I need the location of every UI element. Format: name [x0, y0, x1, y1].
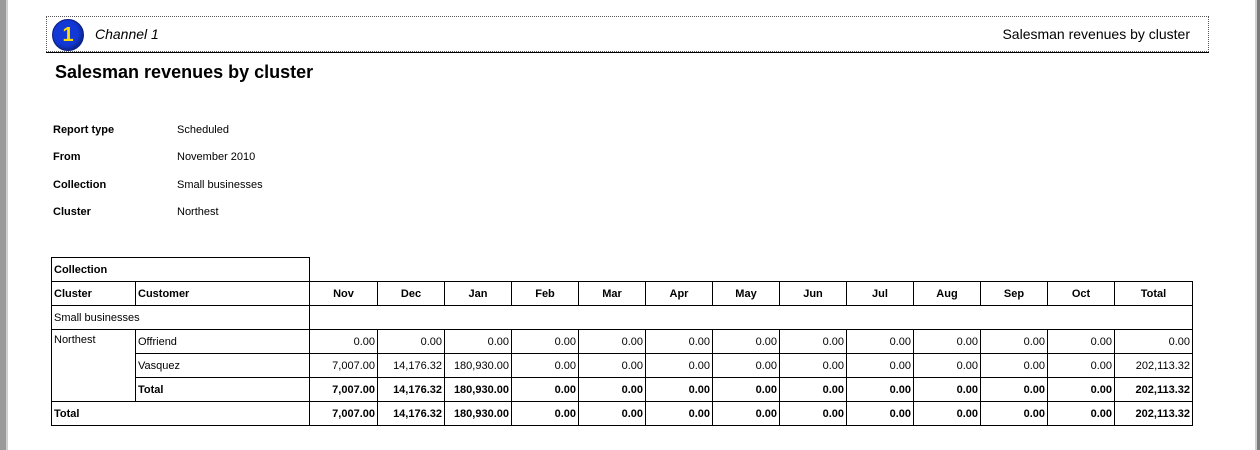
cell-value: 0.00 — [1048, 354, 1115, 378]
cell-value: 0.00 — [847, 354, 914, 378]
subtotal-value: 0.00 — [512, 378, 579, 402]
collection-header: Collection — [52, 258, 310, 282]
subtotal-value: 0.00 — [981, 378, 1048, 402]
meta-label: Collection — [53, 179, 107, 191]
meta-value: November 2010 — [177, 151, 256, 163]
subtotal-value: 0.00 — [780, 378, 847, 402]
grandtotal-value: 0.00 — [1048, 402, 1115, 426]
grandtotal-value: 0.00 — [780, 402, 847, 426]
subtotal-value: 14,176.32 — [378, 378, 445, 402]
cell-value: 0.00 — [847, 330, 914, 354]
revenue-table — [51, 257, 1193, 426]
cell-value: 0.00 — [512, 354, 579, 378]
month-header: Aug — [914, 282, 981, 306]
grandtotal-value: 180,930.00 — [445, 402, 512, 426]
cell-value: 0.00 — [579, 354, 646, 378]
month-header: Jan — [445, 282, 512, 306]
meta-label: From — [53, 151, 81, 163]
subtotal-value: 0.00 — [847, 378, 914, 402]
cell-value: 0.00 — [378, 330, 445, 354]
cell-value: 0.00 — [981, 330, 1048, 354]
cell-value: 0.00 — [646, 354, 713, 378]
month-header: May — [713, 282, 780, 306]
grandtotal-total: 202,113.32 — [1115, 402, 1193, 426]
table-row-collection-header — [52, 258, 1193, 282]
cell-value: 0.00 — [981, 354, 1048, 378]
subtotal-value: 0.00 — [713, 378, 780, 402]
cell-value: 14,176.32 — [378, 354, 445, 378]
cell-value: 0.00 — [512, 330, 579, 354]
cell-value: 0.00 — [646, 330, 713, 354]
cell-value: 0.00 — [713, 330, 780, 354]
subtotal-value: 180,930.00 — [445, 378, 512, 402]
cluster-header: Cluster — [52, 282, 136, 306]
grandtotal-value: 0.00 — [914, 402, 981, 426]
subtotal-value: 0.00 — [646, 378, 713, 402]
grandtotal-value: 0.00 — [713, 402, 780, 426]
month-header: Mar — [579, 282, 646, 306]
window-frame-right-inner — [1255, 0, 1257, 450]
grandtotal-value: 0.00 — [981, 402, 1048, 426]
page-title: Salesman revenues by cluster — [55, 62, 314, 82]
cell-value: 0.00 — [1048, 330, 1115, 354]
cell-value: 0.00 — [579, 330, 646, 354]
cluster-name: Northest — [52, 330, 136, 402]
total-header: Total — [1115, 282, 1193, 306]
month-header: Apr — [646, 282, 713, 306]
meta-value: Northest — [177, 206, 219, 218]
grandtotal-value: 7,007.00 — [310, 402, 378, 426]
subtotal-value: 0.00 — [914, 378, 981, 402]
meta-value: Scheduled — [177, 124, 229, 136]
month-header: Dec — [378, 282, 445, 306]
table-header-row — [52, 282, 1193, 306]
meta-label: Cluster — [53, 206, 91, 218]
meta-value: Small businesses — [177, 179, 263, 191]
month-header: Sep — [981, 282, 1048, 306]
customer-name: Vasquez — [136, 354, 310, 378]
table-row — [52, 330, 1193, 354]
customer-name: Offriend — [136, 330, 310, 354]
cell-value: 0.00 — [780, 330, 847, 354]
cell-value: 0.00 — [310, 330, 378, 354]
subtotal-value: 0.00 — [579, 378, 646, 402]
grandtotal-label: Total — [52, 402, 310, 426]
cell-total: 0.00 — [1115, 330, 1193, 354]
cell-value: 0.00 — [914, 354, 981, 378]
report-header — [46, 16, 1209, 52]
month-header: Oct — [1048, 282, 1115, 306]
cell-value: 0.00 — [445, 330, 512, 354]
collection-name: Small businesses — [52, 306, 310, 330]
month-header: Jul — [847, 282, 914, 306]
table-row-collection — [52, 306, 1193, 330]
month-header: Jun — [780, 282, 847, 306]
subtotal-value: 0.00 — [1048, 378, 1115, 402]
meta-label: Report type — [53, 124, 115, 136]
table-row-grandtotal — [52, 402, 1193, 426]
subtotal-total: 202,113.32 — [1115, 378, 1193, 402]
cell-total: 202,113.32 — [1115, 354, 1193, 378]
customer-header: Customer — [136, 282, 310, 306]
cell-value: 180,930.00 — [445, 354, 512, 378]
table-row-subtotal — [52, 378, 1193, 402]
subtotal-value: 7,007.00 — [310, 378, 378, 402]
grandtotal-value: 14,176.32 — [378, 402, 445, 426]
cell-value: 7,007.00 — [310, 354, 378, 378]
month-header: Feb — [512, 282, 579, 306]
grandtotal-value: 0.00 — [512, 402, 579, 426]
cell-value: 0.00 — [914, 330, 981, 354]
header-report-title: Salesman revenues by cluster — [1002, 26, 1190, 42]
channel-label: Channel 1 — [95, 26, 159, 42]
header-rule — [46, 52, 1209, 53]
cell-value: 0.00 — [780, 354, 847, 378]
table-row — [52, 354, 1193, 378]
grandtotal-value: 0.00 — [579, 402, 646, 426]
subtotal-label: Total — [136, 378, 310, 402]
grandtotal-value: 0.00 — [646, 402, 713, 426]
channel-badge-icon: 1 — [52, 19, 84, 51]
grandtotal-value: 0.00 — [847, 402, 914, 426]
cell-value: 0.00 — [713, 354, 780, 378]
month-header: Nov — [310, 282, 378, 306]
window-frame-left-inner — [6, 0, 8, 450]
